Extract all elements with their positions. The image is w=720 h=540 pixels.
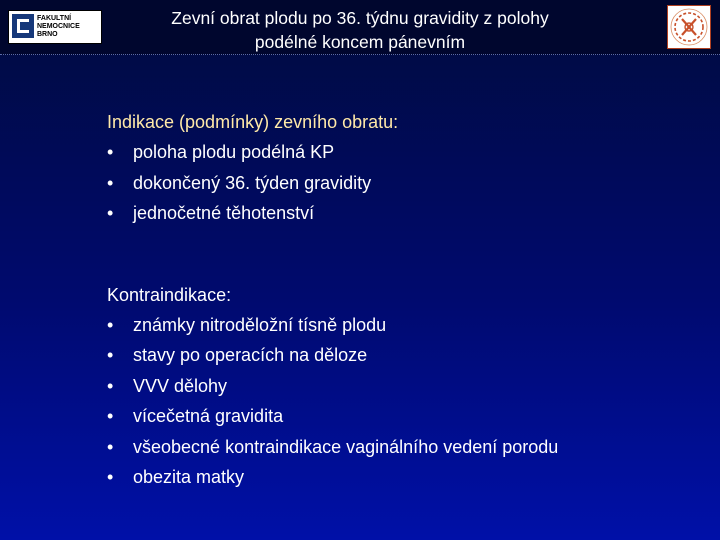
bullet-marker: • [107,406,114,426]
logo-line-3: BRNO [37,31,58,38]
bullet-marker: • [107,467,114,487]
indication-text: jednočetné těhotenství [133,203,315,223]
contraindication-item [107,462,558,493]
slide-title-line-2: podélné koncem pánevním [254,32,466,52]
bullet-marker: • [107,436,114,457]
indication-item [107,168,558,199]
indication-item [107,137,558,168]
contraindication-item [107,371,558,402]
slide-content [107,107,558,493]
bullet-marker: • [107,142,114,162]
slide-title-line-1: Zevní obrat plodu po 36. týdnu gravidity z polohy [171,8,549,28]
bullet-marker: • [107,314,114,335]
contraindication-text: obezita matky [133,467,245,487]
contraindication-item [107,340,558,371]
contraindication-text: všeobecné kontraindikace vaginálního vedení porodu [133,436,559,457]
contraindication-text: VVV dělohy [133,375,228,396]
hospital-logo [8,10,102,44]
bullet-marker: • [107,375,114,396]
contraindication-text: známky nitroděložní tísně plodu [133,314,387,335]
logo-line-1: FAKULTNÍ [37,15,72,22]
bullet-marker: • [107,172,114,193]
indications-heading: Indikace (podmínky) zevního obratu: [107,112,399,132]
bullet-marker: • [107,345,114,365]
indication-text: dokončený 36. týden gravidity [133,172,372,193]
contraindication-item [107,401,558,432]
slide-title [110,6,610,54]
indication-text: poloha plodu podélná KP [133,142,335,162]
contraindications-heading: Kontraindikace: [107,284,232,305]
clinic-emblem-icon [667,5,711,49]
bullet-marker: • [107,203,114,223]
hospital-logo-mark-icon [12,14,34,38]
contraindication-item [107,432,558,463]
hospital-logo-text [37,15,101,39]
slide-header [0,0,720,55]
contraindication-item [107,310,558,341]
indication-item [107,198,558,229]
contraindication-text: vícečetná gravidita [133,406,284,426]
contraindication-text: stavy po operacích na děloze [133,345,368,365]
logo-line-2: NEMOCNICE [37,23,80,30]
